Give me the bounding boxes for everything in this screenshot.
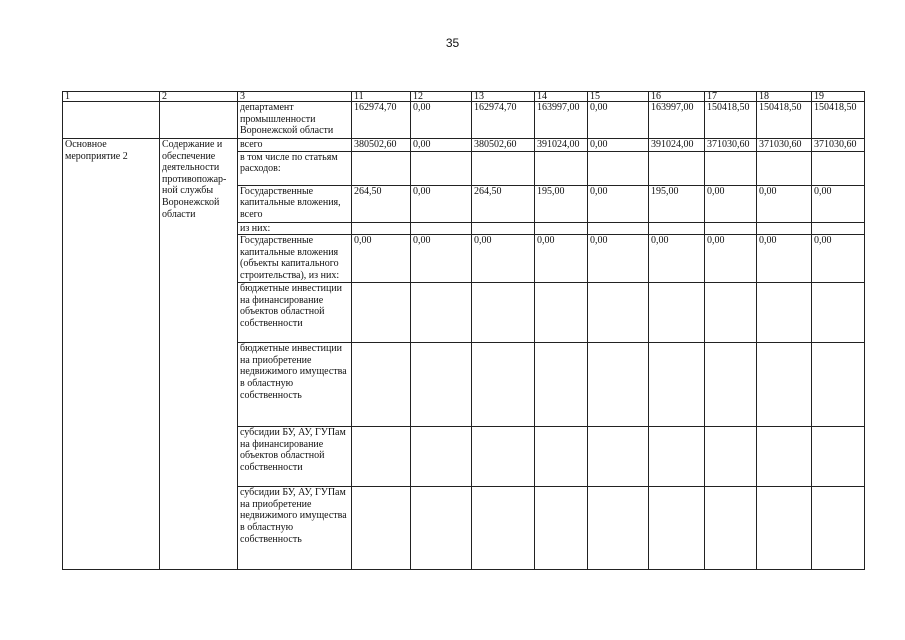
value-cell: 0,00 [411, 139, 472, 152]
value-cell: 0,00 [812, 235, 865, 283]
value-cell [535, 222, 588, 235]
value-cell: 162974,70 [352, 102, 411, 139]
table-row [63, 139, 865, 152]
header-cell: 12 [411, 92, 472, 102]
value-cell [352, 151, 411, 185]
row-label: Государственные капитальные вложения (объекты капитального строительства), из них: [238, 235, 352, 283]
value-cell [472, 487, 535, 570]
value-cell [472, 343, 535, 427]
value-cell: 0,00 [535, 235, 588, 283]
empty-cell [160, 102, 238, 139]
value-cell [411, 427, 472, 487]
value-cell [535, 151, 588, 185]
value-cell: 163997,00 [649, 102, 705, 139]
value-cell: 150418,50 [705, 102, 757, 139]
value-cell [352, 487, 411, 570]
value-cell: 0,00 [649, 235, 705, 283]
header-cell: 13 [472, 92, 535, 102]
value-cell [649, 343, 705, 427]
value-cell [705, 283, 757, 343]
value-cell [812, 222, 865, 235]
value-cell: 0,00 [588, 185, 649, 222]
table-body [63, 92, 865, 570]
value-cell: 0,00 [588, 102, 649, 139]
header-cell: 17 [705, 92, 757, 102]
row-label: Государственные капитальные вложения, всего [238, 185, 352, 222]
value-cell: 264,50 [352, 185, 411, 222]
value-cell [535, 283, 588, 343]
row-label: бюджетные инвестиции на финансирование объектов областной собственности [238, 283, 352, 343]
value-cell [649, 151, 705, 185]
value-cell: 371030,60 [757, 139, 812, 152]
value-cell [705, 487, 757, 570]
value-cell: 380502,60 [352, 139, 411, 152]
value-cell [472, 151, 535, 185]
value-cell [535, 427, 588, 487]
value-cell: 0,00 [588, 139, 649, 152]
value-cell [757, 487, 812, 570]
row-label: из них: [238, 222, 352, 235]
value-cell [649, 427, 705, 487]
value-cell: 0,00 [705, 185, 757, 222]
header-row [63, 92, 865, 102]
value-cell [588, 343, 649, 427]
value-cell [588, 151, 649, 185]
department-row [63, 102, 865, 139]
value-cell [649, 487, 705, 570]
value-cell: 162974,70 [472, 102, 535, 139]
value-cell: 195,00 [649, 185, 705, 222]
value-cell [812, 427, 865, 487]
value-cell [812, 487, 865, 570]
value-cell [649, 283, 705, 343]
row-label: в том числе по статьям расходов: [238, 151, 352, 185]
value-cell [812, 283, 865, 343]
header-cell: 3 [238, 92, 352, 102]
value-cell [352, 283, 411, 343]
value-cell [588, 283, 649, 343]
value-cell: 391024,00 [649, 139, 705, 152]
value-cell: 264,50 [472, 185, 535, 222]
value-cell [411, 222, 472, 235]
activity-description: Содержание и обеспечение деятельности противопожар-ной службы Воронежской области [160, 139, 238, 570]
header-cell: 19 [812, 92, 865, 102]
header-cell: 1 [63, 92, 160, 102]
page-number: 35 [445, 36, 460, 50]
value-cell [352, 343, 411, 427]
value-cell [812, 343, 865, 427]
value-cell [411, 487, 472, 570]
value-cell: 163997,00 [535, 102, 588, 139]
value-cell: 0,00 [757, 185, 812, 222]
value-cell: 380502,60 [472, 139, 535, 152]
value-cell: 0,00 [705, 235, 757, 283]
department-label: департамент промышленности Воронежской области [238, 102, 352, 139]
value-cell [757, 283, 812, 343]
header-cell: 14 [535, 92, 588, 102]
value-cell [352, 222, 411, 235]
value-cell [705, 427, 757, 487]
row-label: бюджетные инвестиции на приобретение недвижимого имущества в областную собственность [238, 343, 352, 427]
value-cell: 0,00 [588, 235, 649, 283]
value-cell [588, 487, 649, 570]
value-cell [757, 222, 812, 235]
row-label: субсидии БУ, АУ, ГУПам на приобретение недвижимого имущества в областную собственность [238, 487, 352, 570]
value-cell [588, 427, 649, 487]
value-cell [352, 427, 411, 487]
row-label: всего [238, 139, 352, 152]
value-cell [705, 222, 757, 235]
header-cell: 11 [352, 92, 411, 102]
value-cell: 371030,60 [705, 139, 757, 152]
value-cell: 0,00 [757, 235, 812, 283]
value-cell [705, 151, 757, 185]
value-cell [757, 343, 812, 427]
value-cell [757, 427, 812, 487]
value-cell [705, 343, 757, 427]
header-cell: 2 [160, 92, 238, 102]
value-cell: 371030,60 [812, 139, 865, 152]
value-cell: 391024,00 [535, 139, 588, 152]
activity-name: Основное мероприятие 2 [63, 139, 160, 570]
value-cell [588, 222, 649, 235]
header-cell: 16 [649, 92, 705, 102]
value-cell: 150418,50 [812, 102, 865, 139]
row-label: субсидии БУ, АУ, ГУПам на финансирование объектов областной собственности [238, 427, 352, 487]
value-cell: 0,00 [411, 185, 472, 222]
value-cell: 0,00 [472, 235, 535, 283]
value-cell [535, 343, 588, 427]
value-cell [812, 151, 865, 185]
value-cell: 0,00 [411, 235, 472, 283]
value-cell [472, 283, 535, 343]
empty-cell [63, 102, 160, 139]
header-cell: 18 [757, 92, 812, 102]
value-cell [472, 222, 535, 235]
value-cell: 0,00 [352, 235, 411, 283]
value-cell: 0,00 [411, 102, 472, 139]
value-cell: 150418,50 [757, 102, 812, 139]
value-cell [649, 222, 705, 235]
value-cell [411, 343, 472, 427]
value-cell [411, 283, 472, 343]
value-cell [472, 427, 535, 487]
value-cell [411, 151, 472, 185]
value-cell [757, 151, 812, 185]
value-cell: 195,00 [535, 185, 588, 222]
header-cell: 15 [588, 92, 649, 102]
value-cell [535, 487, 588, 570]
value-cell: 0,00 [812, 185, 865, 222]
budget-table [62, 91, 865, 570]
